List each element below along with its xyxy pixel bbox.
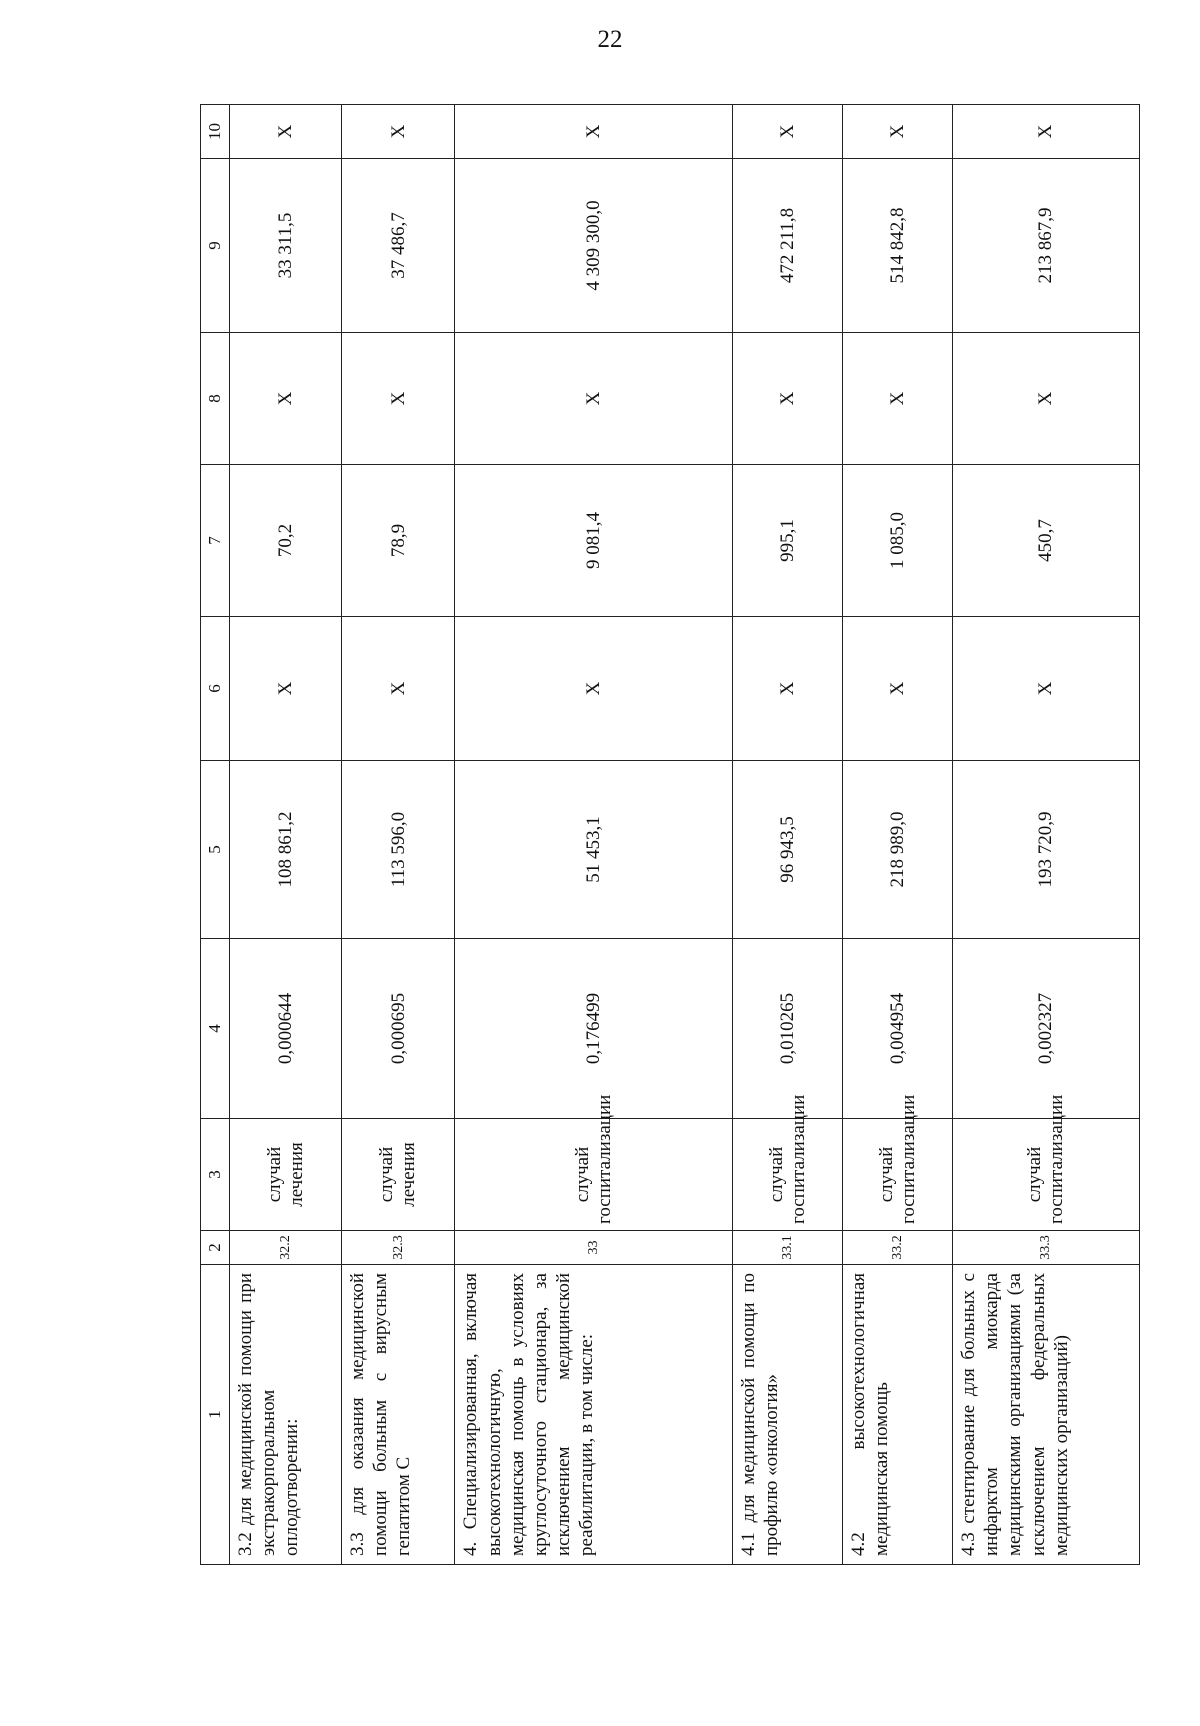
row-name-cell: 3.2 для медицинской помощи при экстракорпоральном оплодотворении: <box>230 1265 342 1565</box>
value-cell: 113 596,0 <box>342 761 455 939</box>
value-cell: X <box>342 105 455 159</box>
value-cell: X <box>230 617 342 761</box>
value-cell: X <box>733 333 843 465</box>
value-cell: 51 453,1 <box>455 761 733 939</box>
column-number: 3 <box>201 1119 230 1231</box>
value-cell: X <box>342 617 455 761</box>
row-name-cell: 4.2 высокотехнологичная медицинская помощь <box>843 1265 953 1565</box>
value-cell: X <box>455 333 733 465</box>
row-code-cell: 32.2 <box>230 1231 342 1265</box>
value-cell: X <box>843 105 953 159</box>
value-cell: 0,000695 <box>342 939 455 1119</box>
column-number: 8 <box>201 333 230 465</box>
table-row <box>733 105 843 1565</box>
table-row <box>953 105 1140 1565</box>
unit-cell: случай госпитализации <box>843 1119 953 1231</box>
column-number-row <box>201 105 230 1565</box>
row-code-cell: 33.3 <box>953 1231 1140 1265</box>
column-number: 10 <box>201 105 230 159</box>
row-name-cell: 4.3 стентирование для больных с инфарктом миокарда медицинскими организациями (за исключением федеральных медицинских организаций) <box>953 1265 1140 1565</box>
table-row <box>843 105 953 1565</box>
value-cell: 37 486,7 <box>342 159 455 333</box>
value-cell: 78,9 <box>342 465 455 617</box>
value-cell: 193 720,9 <box>953 761 1140 939</box>
value-cell: X <box>953 333 1140 465</box>
column-number: 1 <box>201 1265 230 1565</box>
column-number: 5 <box>201 761 230 939</box>
row-name-cell: 3.3 для оказания медицинской помощи больным с вирусным гепатитом С <box>342 1265 455 1565</box>
value-cell: 0,002327 <box>953 939 1140 1119</box>
value-cell: X <box>455 105 733 159</box>
value-cell: 514 842,8 <box>843 159 953 333</box>
value-cell: X <box>843 617 953 761</box>
row-code-cell: 33.1 <box>733 1231 843 1265</box>
value-cell: X <box>230 333 342 465</box>
value-cell: 0,010265 <box>733 939 843 1119</box>
value-cell: 0,004954 <box>843 939 953 1119</box>
value-cell: 0,176499 <box>455 939 733 1119</box>
unit-cell: случай госпитализации <box>455 1119 733 1231</box>
column-number: 2 <box>201 1231 230 1265</box>
value-cell: 9 081,4 <box>455 465 733 617</box>
value-cell: 1 085,0 <box>843 465 953 617</box>
value-cell: X <box>843 333 953 465</box>
table-row <box>342 105 455 1565</box>
column-number: 6 <box>201 617 230 761</box>
rotated-table-container <box>200 105 1140 1565</box>
value-cell: 213 867,9 <box>953 159 1140 333</box>
value-cell: X <box>455 617 733 761</box>
column-number: 9 <box>201 159 230 333</box>
value-cell: 70,2 <box>230 465 342 617</box>
unit-cell: случай госпитализации <box>733 1119 843 1231</box>
value-cell: 0,000644 <box>230 939 342 1119</box>
value-cell: X <box>342 333 455 465</box>
unit-cell: случай госпитализации <box>953 1119 1140 1231</box>
table-rotation-frame <box>200 105 1140 1565</box>
value-cell: X <box>230 105 342 159</box>
value-cell: X <box>953 105 1140 159</box>
value-cell: 33 311,5 <box>230 159 342 333</box>
value-cell: 96 943,5 <box>733 761 843 939</box>
value-cell: 218 989,0 <box>843 761 953 939</box>
unit-cell: случай лечения <box>342 1119 455 1231</box>
column-number: 7 <box>201 465 230 617</box>
data-table <box>200 104 1140 1565</box>
row-name-cell: 4.1 для медицинской помощи по профилю «онкология» <box>733 1265 843 1565</box>
table-row <box>230 105 342 1565</box>
value-cell: 995,1 <box>733 465 843 617</box>
value-cell: 450,7 <box>953 465 1140 617</box>
value-cell: 472 211,8 <box>733 159 843 333</box>
row-code-cell: 32.3 <box>342 1231 455 1265</box>
table-row <box>455 105 733 1565</box>
value-cell: 108 861,2 <box>230 761 342 939</box>
value-cell: X <box>953 617 1140 761</box>
page-number: 22 <box>597 26 623 53</box>
value-cell: 4 309 300,0 <box>455 159 733 333</box>
row-name-cell: 4. Специализированная, включая высокотехнологичную, медицинская помощь в условиях круглосуточного стационара, за исключением медицинской реабилитации, в том числе: <box>455 1265 733 1565</box>
value-cell: X <box>733 105 843 159</box>
column-number: 4 <box>201 939 230 1119</box>
value-cell: X <box>733 617 843 761</box>
unit-cell: случай лечения <box>230 1119 342 1231</box>
row-code-cell: 33.2 <box>843 1231 953 1265</box>
row-code-cell: 33 <box>455 1231 733 1265</box>
